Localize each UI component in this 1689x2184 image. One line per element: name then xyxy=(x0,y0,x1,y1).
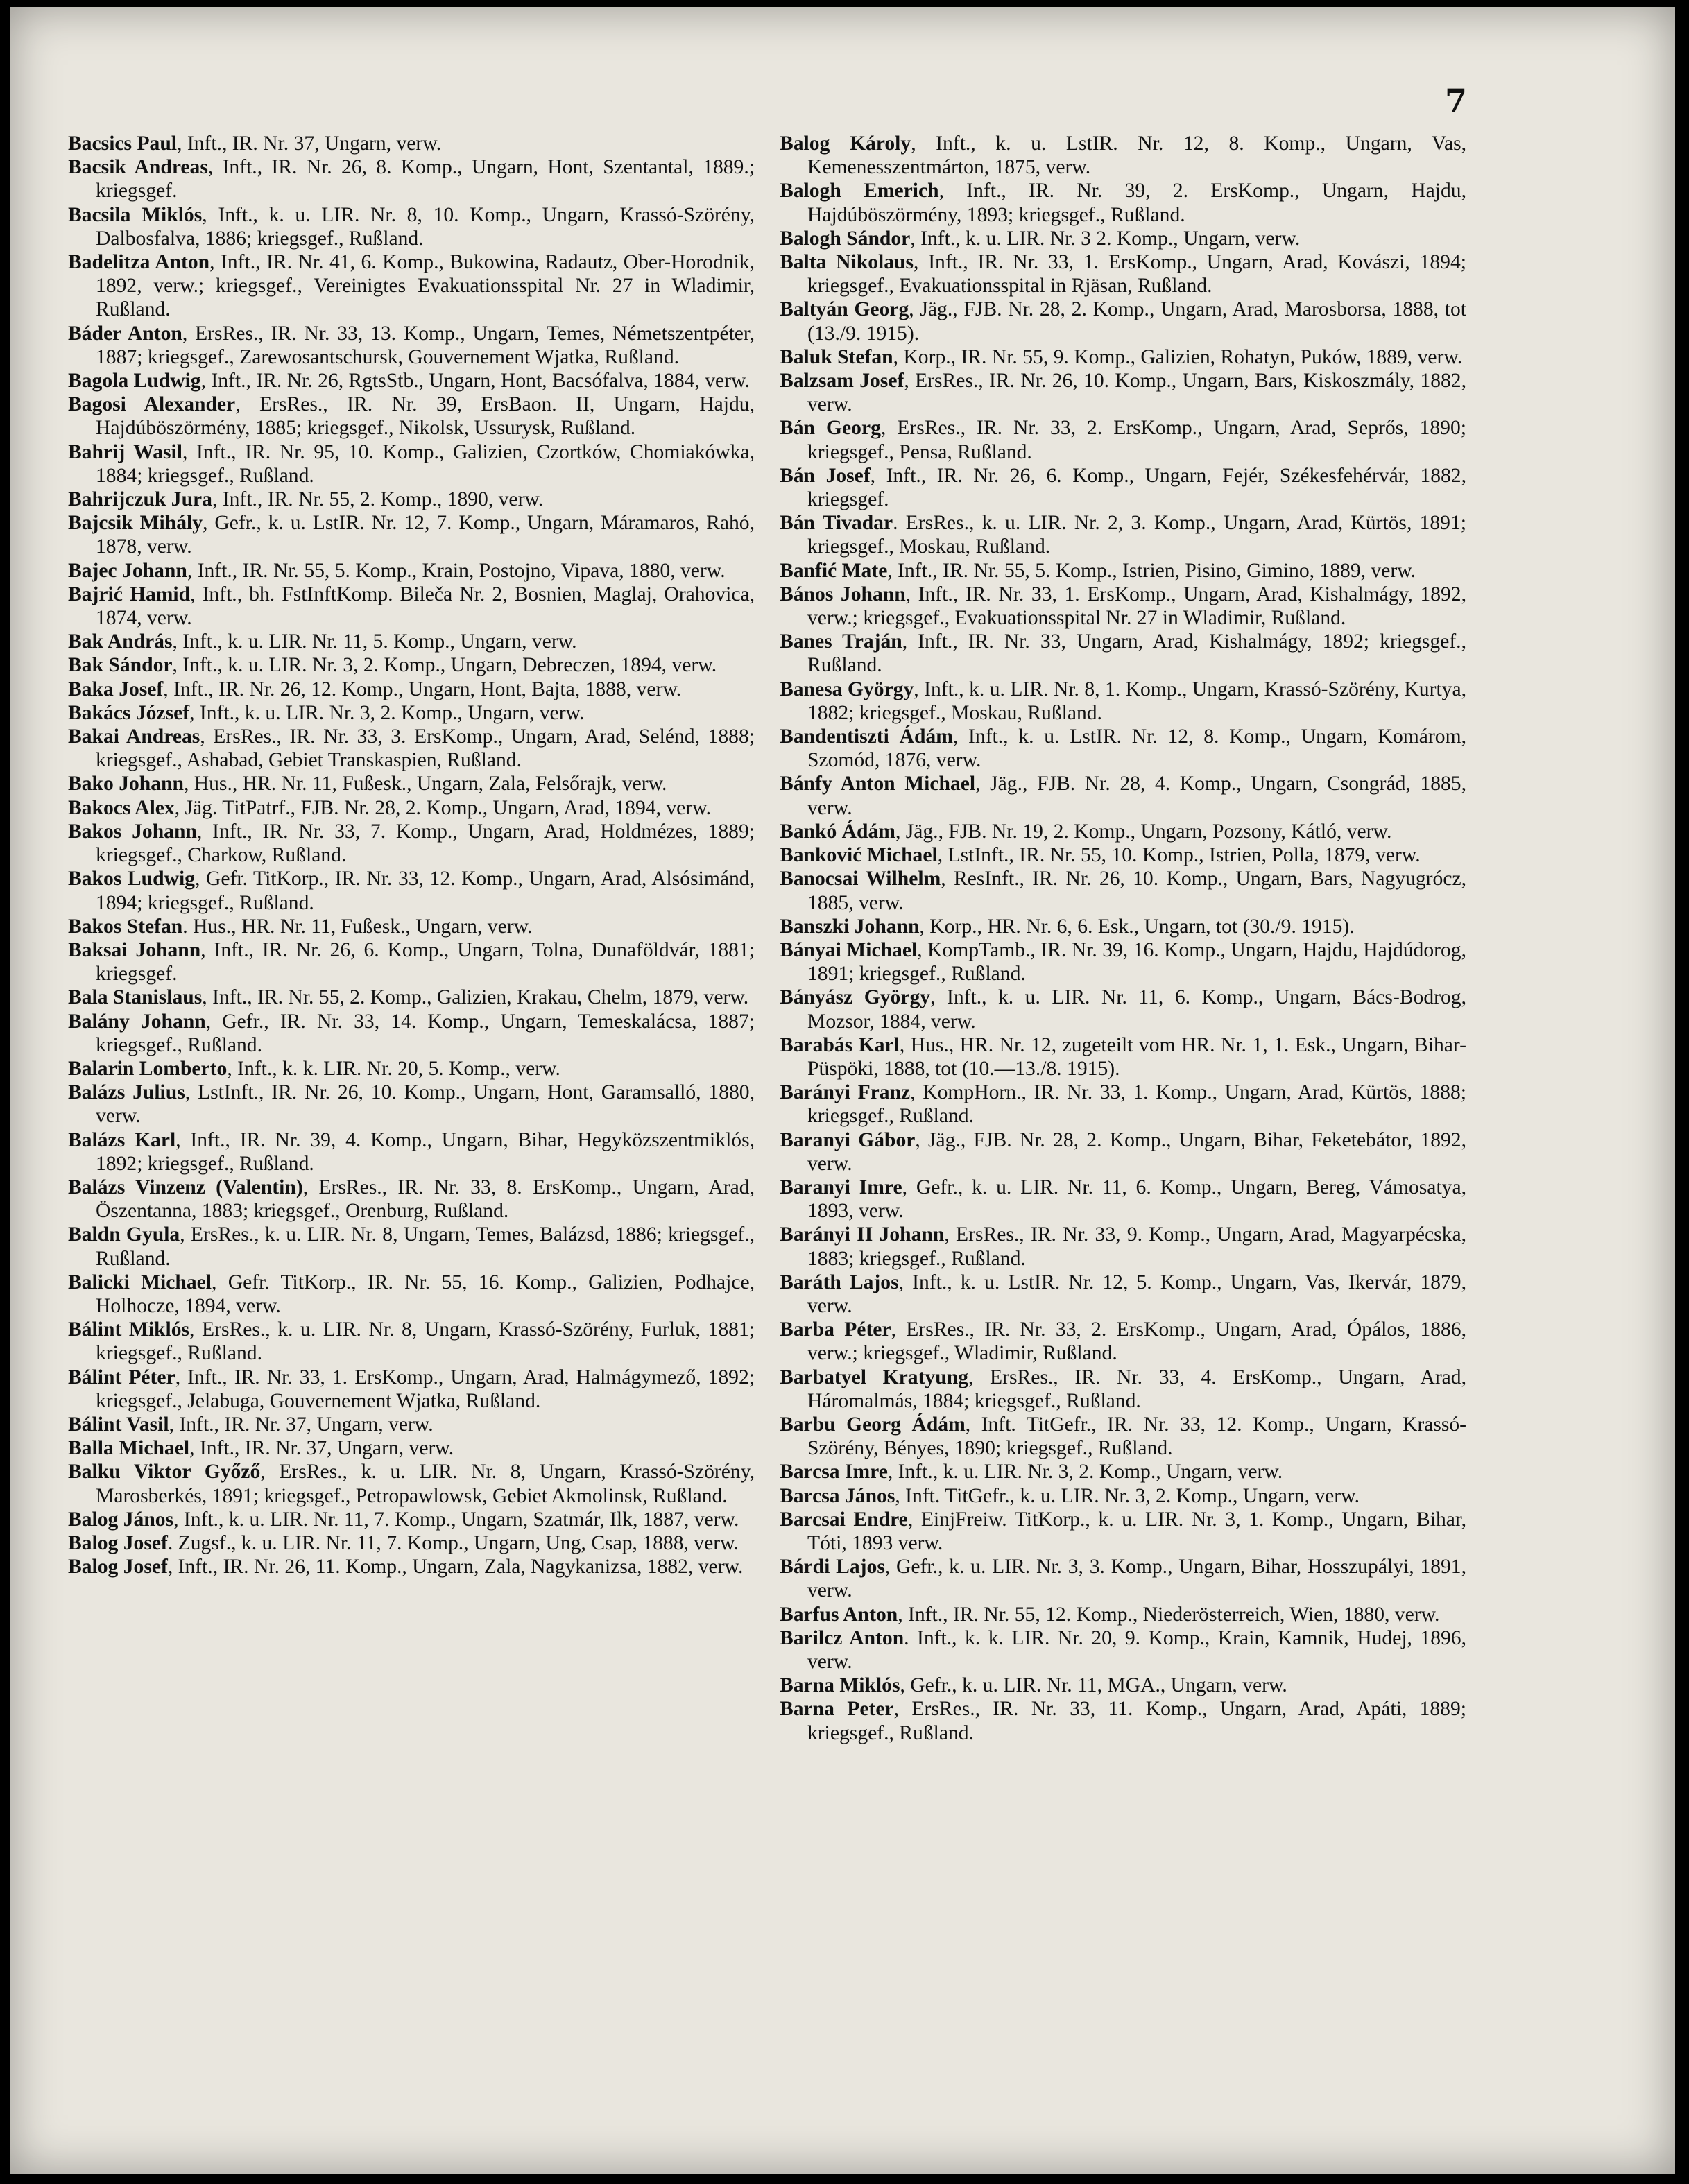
entry-details: , KompHorn., IR. Nr. 33, 1. Komp., Ungarn, Arad, Kürtös, 1888; kriegsgef., Rußland. xyxy=(807,1081,1466,1128)
register-entry xyxy=(68,322,755,369)
entry-details: , Inft., IR. Nr. 33, 1. ErsKomp., Ungarn, Arad, Halmágymező, 1892; kriegsgef., Jelabuga, Gouvernement Wjatka, Rußland. xyxy=(96,1366,755,1412)
register-entry xyxy=(780,725,1466,772)
entry-name: Bagosi Alexander xyxy=(68,393,236,416)
register-entry xyxy=(68,559,755,583)
entry-name: Barbu Georg Ádám xyxy=(780,1413,966,1436)
entry-details: , ErsRes., IR. Nr. 33, 9. Komp., Ungarn, Arad, Magyarpécska, 1883; kriegsgef., Rußland. xyxy=(807,1223,1466,1270)
entry-details: , ErsRes., k. u. LIR. Nr. 8, Ungarn, Krassó-Szörény, Marosberkés, 1891; kriegsgef., Petropawlowsk, Gebiet Akmolinsk, Rußland. xyxy=(96,1461,755,1507)
register-entry xyxy=(780,298,1466,345)
register-entry xyxy=(68,1460,755,1507)
entry-name: Barna Peter xyxy=(780,1698,894,1721)
entry-details: , Jäg., FJB. Nr. 28, 4. Komp., Ungarn, Csongrád, 1885, verw. xyxy=(807,773,1467,819)
register-entry xyxy=(780,583,1466,630)
register-entry xyxy=(780,1508,1466,1555)
entry-name: Bahrij Wasil xyxy=(68,440,182,463)
entry-details: , Inft., k. u. LIR. Nr. 11, 6. Komp., Ungarn, Bács-Bodrog, Mozsor, 1884, verw. xyxy=(807,986,1466,1033)
entry-details: , Inft., k. k. LIR. Nr. 20, 5. Komp., verw. xyxy=(227,1057,560,1080)
register-entry xyxy=(68,678,755,701)
entry-details: , Inft., k. u. LIR. Nr. 3 2. Komp., Ungarn, verw. xyxy=(910,227,1301,250)
register-entry xyxy=(68,1531,755,1555)
entry-details: , ErsRes., IR. Nr. 33, 2. ErsKomp., Ungarn, Arad, Seprős, 1890; kriegsgef., Pensa, Rußland. xyxy=(807,417,1466,463)
register-entry xyxy=(68,511,755,558)
entry-name: Barbatyel Kratyung xyxy=(780,1366,968,1388)
entry-name: Bakocs Alex xyxy=(68,796,175,819)
entry-name: Baluk Stefan xyxy=(780,345,893,368)
entry-details: , ErsRes., IR. Nr. 33, 3. ErsKomp., Ungarn, Arad, Selénd, 1888; kriegsgef., Ashabad, Gebiet Transkaspien, Rußland. xyxy=(96,725,755,772)
entry-details: , Inft., k. u. LIR. Nr. 8, 10. Komp., Ungarn, Krassó-Szörény, Dalbosfalva, 1886; kriegsgef., Rußland. xyxy=(96,203,755,250)
register-entry xyxy=(68,1223,755,1270)
register-entry xyxy=(780,1033,1466,1081)
entry-name: Bános Johann xyxy=(780,583,906,605)
right-column xyxy=(780,132,1466,1745)
register-entry xyxy=(68,1413,755,1436)
register-entry xyxy=(780,1081,1466,1128)
entry-name: Bacsics Paul xyxy=(68,132,178,155)
entry-name: Bálint Vasil xyxy=(68,1413,169,1436)
register-entry xyxy=(780,1603,1466,1626)
entry-name: Balzsam Josef xyxy=(780,370,904,393)
register-entry xyxy=(780,369,1466,416)
entry-name: Bacsila Miklós xyxy=(68,203,203,226)
register-entry xyxy=(68,1057,755,1081)
register-entry xyxy=(68,1271,755,1318)
left-column xyxy=(68,132,755,1579)
register-entry xyxy=(780,1128,1466,1176)
entry-name: Barna Miklós xyxy=(780,1674,900,1697)
entry-details: , Inft., IR. Nr. 55, 5. Komp., Istrien, Pisino, Gimino, 1889, verw. xyxy=(887,559,1416,582)
register-entry xyxy=(68,796,755,820)
register-entry xyxy=(68,725,755,772)
entry-name: Bak Sándor xyxy=(68,654,173,677)
entry-name: Barabás Karl xyxy=(780,1033,900,1056)
entry-details: , Korp., IR. Nr. 55, 9. Komp., Galizien, Rohatyn, Puków, 1889, verw. xyxy=(893,345,1463,368)
entry-details: , Inft., IR. Nr. 37, Ungarn, verw. xyxy=(169,1413,434,1436)
entry-details: , Inft., IR. Nr. 33, Ungarn, Arad, Kishalmágy, 1892; kriegsgef., Rußland. xyxy=(807,630,1466,677)
entry-details: , Inft., k. u. LIR. Nr. 3, 2. Komp., Ungarn, verw. xyxy=(887,1461,1283,1484)
entry-details: , Inft., k. u. LIR. Nr. 11, 7. Komp., Ungarn, Szatmár, Ilk, 1887, verw. xyxy=(173,1508,739,1531)
entry-name: Bandentiszti Ádám xyxy=(780,725,953,748)
entry-name: Bajec Johann xyxy=(68,559,187,582)
entry-details: , ErsRes., k. u. LIR. Nr. 8, Ungarn, Temes, Balázsd, 1886; kriegsgef., Rußland. xyxy=(96,1223,755,1270)
entry-details: , Jäg., FJB. Nr. 28, 2. Komp., Ungarn, Arad, Marosborsa, 1888, tot (13./9. 1915). xyxy=(807,298,1466,345)
entry-name: Baranyi Gábor xyxy=(780,1128,916,1151)
register-entry xyxy=(780,1460,1466,1484)
register-entry xyxy=(780,1318,1466,1365)
entry-details: , Inft., IR. Nr. 33, 7. Komp., Ungarn, Arad, Holdmézes, 1889; kriegsgef., Charkow, Rußland. xyxy=(96,820,755,867)
entry-name: Banesa György xyxy=(780,678,914,700)
entry-name: Balog Josef xyxy=(68,1531,168,1554)
register-entry xyxy=(780,1555,1466,1602)
entry-name: Balázs Julius xyxy=(68,1081,185,1104)
register-entry xyxy=(68,1366,755,1413)
entry-name: Bankó Ádám xyxy=(780,820,895,843)
register-entry xyxy=(780,179,1466,226)
entry-details: , Inft. TitGefr., k. u. LIR. Nr. 3, 2. Komp., Ungarn, verw. xyxy=(895,1484,1360,1507)
register-entry xyxy=(780,511,1466,558)
register-entry xyxy=(68,369,755,393)
entry-details: , Inft., IR. Nr. 41, 6. Komp., Bukowina, Radautz, Ober-Horodnik, 1892, verw.; kriegsgef., Vereinigtes Evakuationsspital Nr. 27 in Wladimir, Rußland. xyxy=(96,251,755,321)
entry-name: Bakács József xyxy=(68,701,190,724)
entry-name: Balla Michael xyxy=(68,1437,190,1460)
entry-details: . Zugsf., k. u. LIR. Nr. 11, 7. Komp., Ungarn, Ung, Csap, 1888, verw. xyxy=(167,1531,739,1554)
entry-name: Bakos Johann xyxy=(68,820,197,843)
entry-name: Balogh Emerich xyxy=(780,180,939,203)
entry-name: Balicki Michael xyxy=(68,1271,212,1293)
entry-details: , ErsRes., IR. Nr. 33, 2. ErsKomp., Ungarn, Arad, Ópálos, 1886, verw.; kriegsgef., Wladimir, Rußland. xyxy=(807,1318,1466,1365)
register-entry xyxy=(780,1271,1466,1318)
entry-details: , Inft., k. u. LIR. Nr. 3, 2. Komp., Ungarn, Debreczen, 1894, verw. xyxy=(172,654,717,677)
entry-details: , Inft., IR. Nr. 55, 2. Komp., Galizien, Krakau, Chelm, 1879, verw. xyxy=(202,986,749,1009)
register-entry xyxy=(780,630,1466,677)
entry-details: , Inft., IR. Nr. 26, 11. Komp., Ungarn, Zala, Nagykanizsa, 1882, verw. xyxy=(167,1556,744,1579)
entry-details: , Inft., k. u. LIR. Nr. 3, 2. Komp., Ungarn, verw. xyxy=(189,701,585,724)
entry-details: , Inft., k. u. LstIR. Nr. 12, 5. Komp., Ungarn, Vas, Ikervár, 1879, verw. xyxy=(807,1271,1466,1317)
entry-name: Bálint Péter xyxy=(68,1366,175,1388)
entry-name: Balog Josef xyxy=(68,1556,168,1579)
register-entry xyxy=(780,986,1466,1033)
entry-details: , Inft., IR. Nr. 26, RgtsStb., Ungarn, Hont, Bacsófalva, 1884, verw. xyxy=(200,370,750,393)
register-entry xyxy=(780,772,1466,819)
entry-details: , ErsRes., IR. Nr. 26, 10. Komp., Ungarn, Bars, Kiskoszmály, 1882, verw. xyxy=(807,370,1466,416)
entry-details: , ErsRes., IR. Nr. 33, 13. Komp., Ungarn, Temes, Németszentpéter, 1887; kriegsgef., Zarewosantschursk, Gouvernement Wjatka, Rußland. xyxy=(96,322,755,368)
entry-details: , Inft., IR. Nr. 95, 10. Komp., Galizien, Czortków, Chomiakówka, 1884; kriegsgef., Rußland. xyxy=(96,440,755,487)
entry-name: Bajcsik Mihály xyxy=(68,512,203,535)
register-entry xyxy=(68,1555,755,1579)
register-entry xyxy=(68,583,755,630)
entry-name: Bala Stanislaus xyxy=(68,986,203,1009)
register-entry xyxy=(68,986,755,1009)
entry-details: , LstInft., IR. Nr. 55, 10. Komp., Istrien, Polla, 1879, verw. xyxy=(937,844,1421,867)
entry-name: Bahrijczuk Jura xyxy=(68,488,212,511)
entry-name: Bako Johann xyxy=(68,773,184,796)
entry-details: , Inft., IR. Nr. 26, 8. Komp., Ungarn, Hont, Szentantal, 1889.; kriegsgef. xyxy=(96,156,755,203)
entry-name: Bán Tivadar xyxy=(780,512,893,535)
register-entry xyxy=(780,915,1466,938)
entry-name: Baranyi Imre xyxy=(780,1176,902,1198)
register-entry xyxy=(780,250,1466,298)
register-entry xyxy=(68,915,755,938)
entry-details: , Korp., HR. Nr. 6, 6. Esk., Ungarn, tot (30./9. 1915). xyxy=(919,915,1355,938)
entry-name: Balog János xyxy=(68,1508,174,1531)
entry-name: Barba Péter xyxy=(780,1318,891,1341)
entry-name: Barányi II Johann xyxy=(780,1223,945,1246)
register-entry xyxy=(780,464,1466,511)
register-entry xyxy=(780,559,1466,583)
entry-details: , Gefr., IR. Nr. 33, 14. Komp., Ungarn, Temeskalácsa, 1887; kriegsgef., Rußland. xyxy=(96,1010,755,1056)
entry-name: Baksai Johann xyxy=(68,938,201,961)
register-entry xyxy=(68,701,755,725)
register-entry xyxy=(68,630,755,653)
entry-name: Banes Traján xyxy=(780,630,902,653)
entry-details: , ErsRes., k. u. LIR. Nr. 8, Ungarn, Krassó-Szörény, Furluk, 1881; kriegsgef., Rußland. xyxy=(96,1318,755,1365)
register-entry xyxy=(780,416,1466,463)
entry-details: , Inft., IR. Nr. 26, 12. Komp., Ungarn, Hont, Bajta, 1888, verw. xyxy=(163,678,682,700)
entry-details: , Jäg., FJB. Nr. 28, 2. Komp., Ungarn, Bihar, Feketebátor, 1892, verw. xyxy=(807,1128,1466,1175)
entry-details: , Inft., IR. Nr. 55, 12. Komp., Niederösterreich, Wien, 1880, verw. xyxy=(898,1603,1440,1626)
entry-name: Balogh Sándor xyxy=(780,227,911,250)
entry-name: Barányi Franz xyxy=(780,1081,911,1104)
entry-name: Banković Michael xyxy=(780,844,938,867)
page-number: 7 xyxy=(1444,82,1467,119)
entry-name: Bakos Stefan xyxy=(68,915,183,938)
entry-name: Balány Johann xyxy=(68,1010,206,1033)
entry-name: Barfus Anton xyxy=(780,1603,898,1626)
register-entry xyxy=(780,820,1466,843)
entry-details: , Inft., IR. Nr. 26, 6. Komp., Ungarn, Fejér, Székesfehérvár, 1882, kriegsgef. xyxy=(807,464,1466,511)
entry-name: Bakai Andreas xyxy=(68,725,200,748)
entry-details: , KompTamb., IR. Nr. 39, 16. Komp., Ungarn, Hajdu, Hajdúdorog, 1891; kriegsgef., Rußland. xyxy=(807,938,1466,986)
entry-details: , Gefr., k. u. LstIR. Nr. 12, 7. Komp., Ungarn, Máramaros, Rahó, 1878, verw. xyxy=(96,512,755,558)
entry-name: Bán Josef xyxy=(780,464,871,487)
register-entry xyxy=(68,1128,755,1176)
register-entry xyxy=(780,678,1466,725)
entry-details: . ErsRes., k. u. LIR. Nr. 2, 3. Komp., Ungarn, Arad, Kürtös, 1891; kriegsgef., Moskau, Rußland. xyxy=(807,512,1466,558)
entry-details: , ErsRes., IR. Nr. 33, 8. ErsKomp., Ungarn, Arad, Öszentanna, 1883; kriegsgef., Orenburg, Rußland. xyxy=(96,1176,755,1223)
entry-name: Bán Georg xyxy=(780,417,881,440)
entry-details: , LstInft., IR. Nr. 26, 10. Komp., Ungarn, Hont, Garamsalló, 1880, verw. xyxy=(96,1081,755,1128)
entry-name: Báder Anton xyxy=(68,322,182,345)
entry-name: Bárdi Lajos xyxy=(780,1556,885,1579)
register-entry xyxy=(68,653,755,677)
entry-details: , Hus., HR. Nr. 12, zugeteilt vom HR. Nr. 1, 1. Esk., Ungarn, Bihar-Püspöki, 1888, tot (10.—13./8. 1915). xyxy=(807,1033,1466,1080)
entry-name: Balta Nikolaus xyxy=(780,251,914,274)
entry-name: Bányász György xyxy=(780,986,931,1009)
entry-details: , Jäg., FJB. Nr. 19, 2. Komp., Ungarn, Pozsony, Kátló, verw. xyxy=(895,820,1392,843)
entry-details: , ErsRes., IR. Nr. 39, ErsBaon. II, Ungarn, Hajdu, Hajdúböszörmény, 1885; kriegsgef., Nikolsk, Ussurysk, Rußland. xyxy=(96,393,755,440)
entry-name: Barcsai Endre xyxy=(780,1508,908,1531)
register-entry xyxy=(68,393,755,440)
entry-details: , Gefr., k. u. LIR. Nr. 11, MGA., Ungarn, verw. xyxy=(900,1674,1287,1697)
entry-details: , Inft. TitGefr., IR. Nr. 33, 12. Komp., Ungarn, Krassó-Szörény, Bényes, 1890; kriegsgef., Rußland. xyxy=(807,1413,1467,1460)
entry-details: . Inft., k. k. LIR. Nr. 20, 9. Komp., Krain, Kamnik, Hudej, 1896, verw. xyxy=(807,1626,1467,1673)
entry-details: , Inft., IR. Nr. 33, 1. ErsKomp., Ungarn, Arad, Kovászi, 1894; kriegsgef., Evakuationsspital in Rjäsan, Rußland. xyxy=(807,251,1466,298)
register-entry xyxy=(68,772,755,796)
entry-name: Baldn Gyula xyxy=(68,1223,180,1246)
register-entry xyxy=(68,820,755,867)
register-entry xyxy=(68,1436,755,1460)
entry-details: , Gefr. TitKorp., IR. Nr. 55, 16. Komp., Galizien, Podhajce, Holhocze, 1894, verw. xyxy=(96,1271,755,1317)
entry-name: Balarin Lomberto xyxy=(68,1057,228,1080)
register-entry xyxy=(68,155,755,203)
entry-name: Balázs Vinzenz (Valentin) xyxy=(68,1176,303,1198)
register-entry xyxy=(780,1176,1466,1223)
entry-details: , ResInft., IR. Nr. 26, 10. Komp., Ungarn, Bars, Nagyugrócz, 1885, verw. xyxy=(807,868,1467,914)
register-entry xyxy=(68,867,755,914)
entry-name: Baltyán Georg xyxy=(780,298,909,321)
entry-name: Balku Viktor Győző xyxy=(68,1461,261,1484)
register-entry xyxy=(68,938,755,986)
entry-details: , ErsRes., IR. Nr. 33, 11. Komp., Ungarn, Arad, Apáti, 1889; kriegsgef., Rußland. xyxy=(807,1698,1466,1744)
register-entry xyxy=(780,132,1466,179)
register-entry xyxy=(780,227,1466,250)
register-entry xyxy=(68,250,755,322)
register-entry xyxy=(68,440,755,488)
entry-name: Baráth Lajos xyxy=(780,1271,899,1293)
entry-name: Bagola Ludwig xyxy=(68,370,201,393)
entry-details: , Inft., bh. FstInftKomp. Bileča Nr. 2, Bosnien, Maglaj, Orahovica, 1874, verw. xyxy=(96,583,755,630)
entry-details: , Jäg. TitPatrf., FJB. Nr. 28, 2. Komp., Ungarn, Arad, 1894, verw. xyxy=(174,796,711,819)
entry-details: , Gefr., k. u. LIR. Nr. 11, 6. Komp., Ungarn, Bereg, Vámosatya, 1893, verw. xyxy=(807,1176,1466,1223)
register-entry xyxy=(780,843,1466,867)
entry-name: Barilcz Anton xyxy=(780,1626,904,1649)
entry-name: Banocsai Wilhelm xyxy=(780,868,941,891)
entry-name: Bajrić Hamid xyxy=(68,583,191,605)
entry-details: , EinjFreiw. TitKorp., k. u. LIR. Nr. 3, 1. Komp., Ungarn, Bihar, Tóti, 1893 verw. xyxy=(807,1508,1466,1554)
entry-name: Bak András xyxy=(68,630,173,653)
register-entry xyxy=(780,938,1466,986)
register-entry xyxy=(68,1176,755,1223)
entry-details: , Inft., k. u. LstIR. Nr. 12, 8. Komp., Ungarn, Komárom, Szomód, 1876, verw. xyxy=(807,725,1466,772)
entry-details: , ErsRes., IR. Nr. 33, 4. ErsKomp., Ungarn, Arad, Háromalmás, 1884; kriegsgef., Rußland. xyxy=(807,1366,1466,1412)
register-entry xyxy=(780,1223,1466,1270)
entry-name: Balázs Karl xyxy=(68,1128,176,1151)
entry-details: , Inft., IR. Nr. 37, Ungarn, verw. xyxy=(177,132,442,155)
entry-details: , Inft., IR. Nr. 55, 5. Komp., Krain, Postojno, Vipava, 1880, verw. xyxy=(187,559,726,582)
register-entry xyxy=(780,1413,1466,1460)
entry-name: Balog Károly xyxy=(780,132,911,155)
entry-name: Bakos Ludwig xyxy=(68,868,195,891)
entry-name: Banfić Mate xyxy=(780,559,888,582)
register-entry xyxy=(780,1626,1466,1674)
entry-name: Banszki Johann xyxy=(780,915,920,938)
register-entry xyxy=(68,1318,755,1365)
entry-details: , Inft., IR. Nr. 55, 2. Komp., 1890, verw. xyxy=(212,488,544,511)
entry-details: , Inft., k. u. LIR. Nr. 8, 1. Komp., Ungarn, Krassó-Szörény, Kurtya, 1882; kriegsgef., Moskau, Rußland. xyxy=(807,678,1467,724)
entry-name: Barcsa Imre xyxy=(780,1461,888,1484)
register-entry xyxy=(68,203,755,250)
entry-details: , Inft., IR. Nr. 33, 1. ErsKomp., Ungarn, Arad, Kishalmágy, 1892, verw.; kriegsgef., Evakuationsspital Nr. 27 in Wladimir, Rußland. xyxy=(807,583,1466,630)
entry-name: Bálint Miklós xyxy=(68,1318,190,1341)
register-entry xyxy=(780,345,1466,369)
entry-details: , Inft., IR. Nr. 37, Ungarn, verw. xyxy=(189,1437,454,1460)
entry-details: , Hus., HR. Nr. 11, Fußesk., Ungarn, Zala, Felsőrajk, verw. xyxy=(183,773,667,796)
entry-name: Badelitza Anton xyxy=(68,251,210,274)
entry-details: , Inft., IR. Nr. 26, 6. Komp., Ungarn, Tolna, Dunaföldvár, 1881; kriegsgef. xyxy=(96,938,755,986)
entry-name: Bányai Michael xyxy=(780,938,918,961)
register-entry xyxy=(780,1697,1466,1744)
register-entry xyxy=(68,1010,755,1057)
register-entry xyxy=(780,1484,1466,1508)
entry-name: Baka Josef xyxy=(68,678,164,700)
register-entry xyxy=(68,1081,755,1128)
entry-details: , Gefr. TitKorp., IR. Nr. 33, 12. Komp., Ungarn, Arad, Alsósimánd, 1894; kriegsgef., Rußland. xyxy=(96,868,755,914)
entry-details: , Inft., IR. Nr. 39, 2. ErsKomp., Ungarn, Hajdu, Hajdúböszörmény, 1893; kriegsgef., Rußland. xyxy=(807,180,1467,226)
entry-name: Bánfy Anton Michael xyxy=(780,773,976,796)
register-entry xyxy=(68,132,755,155)
entry-details: , Inft., k. u. LIR. Nr. 11, 5. Komp., Ungarn, verw. xyxy=(172,630,577,653)
entry-details: , Gefr., k. u. LIR. Nr. 3, 3. Komp., Ungarn, Bihar, Hosszupályi, 1891, verw. xyxy=(807,1556,1466,1602)
register-entry xyxy=(780,1366,1466,1413)
entry-name: Barcsa János xyxy=(780,1484,895,1507)
entry-details: , Inft., IR. Nr. 39, 4. Komp., Ungarn, Bihar, Hegyközszentmiklós, 1892; kriegsgef., Rußland. xyxy=(96,1128,755,1175)
register-entry xyxy=(68,1508,755,1531)
entry-details: . Hus., HR. Nr. 11, Fußesk., Ungarn, verw. xyxy=(182,915,533,938)
entry-details: , Inft., k. u. LstIR. Nr. 12, 8. Komp., Ungarn, Vas, Kemenesszentmárton, 1875, verw. xyxy=(807,132,1467,179)
register-entry xyxy=(68,488,755,511)
register-entry xyxy=(780,1674,1466,1697)
register-entry xyxy=(780,867,1466,914)
entry-name: Bacsik Andreas xyxy=(68,156,208,179)
